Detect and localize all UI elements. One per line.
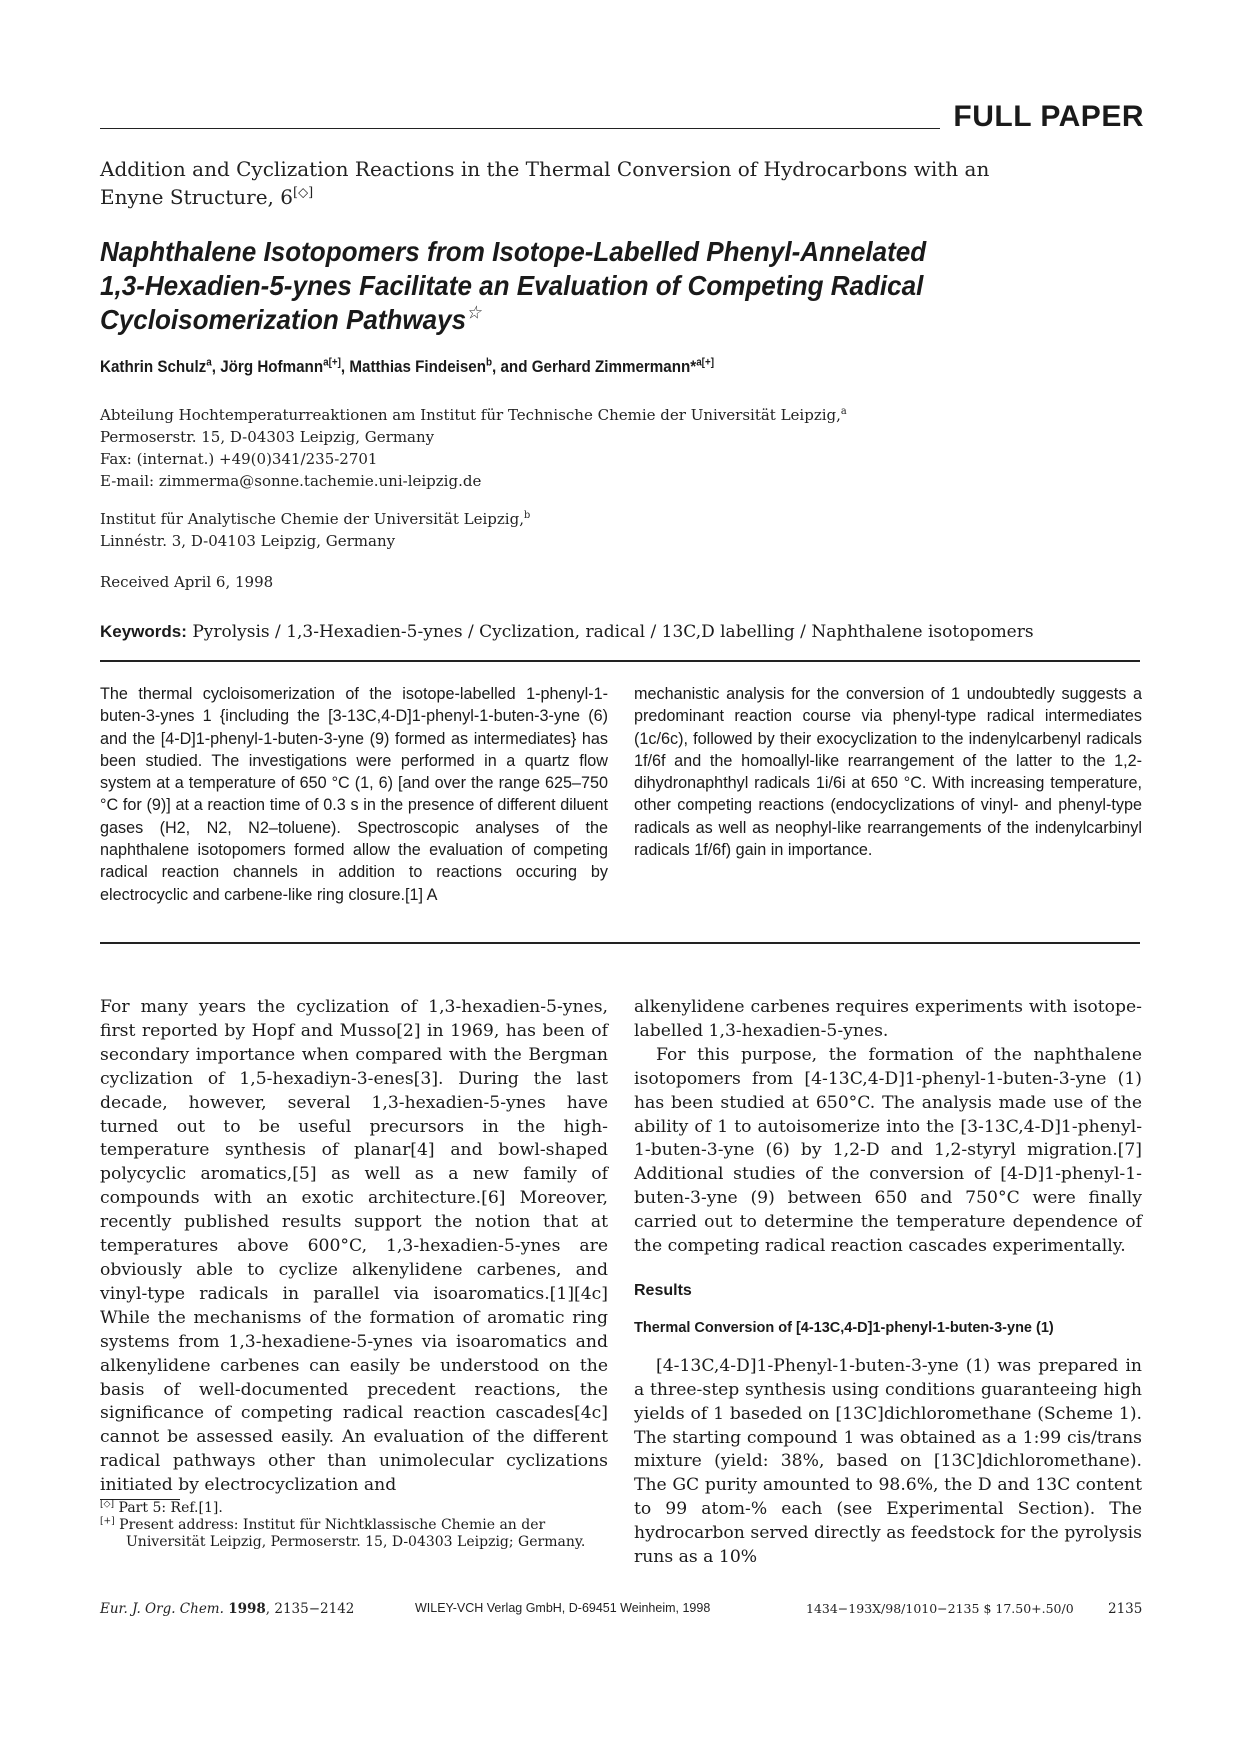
affiliation-b: Institut für Analytische Chemie der Universität Leipzig,$^b$ Linnéstr. 3, D-04103 Leipzig, Germany [100, 510, 531, 550]
author-name: Gerhard Zimmermann* [531, 358, 697, 376]
author-list: Kathrin Schulz$^a$, Jörg Hofmann$^{a[+]}$, Matthias Findeisen$^b$, and Gerhard Zimmermann*$^{a[+]}$ [100, 356, 715, 376]
footer-year: 1998 [228, 1601, 266, 1617]
affiliation-line: Abteilung Hochtemperaturreaktionen am Institut für Technische Chemie der Universität Leipzig, [100, 406, 841, 424]
body-paragraph: alkenylidene carbenes requires experiments with isotope-labelled 1,3-hexadien-5-ynes. [634, 997, 1142, 1041]
paper-title [100, 235, 1030, 337]
section-label: FULL PAPER [953, 100, 1144, 133]
author-affiliation-mark: b [486, 356, 493, 369]
abstract-bottom-rule [100, 942, 1140, 944]
body-paragraph: [4-13C,4-D]1-Phenyl-1-buten-3-yne (1) was prepared in a three-step synthesis using conditions guaranteeing high yields of 1 baseded on [13C]dichloromethane (Scheme 1). The starting compound 1 was obtained as a 1:99 cis/trans mixture (yield: 38%, based on [13C]dichloromethane). The GC purity amounted to 98.6%, the D and 13C content to 99 atom-% each (see Experimental Section). The hydrocarbon served directly as feedstock for the pyrolysis runs as a 10% [634, 1355, 1142, 1568]
subsection-heading: Thermal Conversion of [4-13C,4-D]1-phenyl-1-buten-3-yne (1) [634, 1319, 1054, 1336]
paper-title-line: Cycloisomerization Pathways [100, 304, 467, 335]
author-affiliation-mark: a[+] [696, 356, 715, 369]
footer-citation [100, 1601, 354, 1617]
series-title-mark: [◇] [293, 185, 314, 201]
paper-title-line: 1,3-Hexadien-5-ynes Facilitate an Evaluation of Competing Radical [100, 270, 924, 301]
author-name: Jörg Hofmann [220, 358, 324, 376]
footnote-mark: [+] [100, 1516, 115, 1527]
affiliation-line: Institut für Analytische Chemie der Universität Leipzig, [100, 510, 524, 528]
abstract-right: mechanistic analysis for the conversion of 1 undoubtedly suggests a predominant reaction course via phenyl-type radical intermediates (1c/6c), followed by their exocyclization to the indenylcarbenyl radicals 1f/6f and the homoallyl-like rearrangement of the latter to the 1,2-dihydronaphthyl radicals 1i/6i at 650 °C. With increasing temperature, other competing reactions (endocyclizations of vinyl- and phenyl-type radicals as well as neophyl-like rearrangements of the indenylcarbinyl radicals 1f/6f) gain in importance. [634, 685, 1142, 860]
body-left-column [100, 996, 608, 1498]
title-footnote-mark: ☆ [466, 302, 482, 323]
footer-publisher: WILEY-VCH Verlag GmbH, D-69451 Weinheim, 1998 [415, 1601, 711, 1615]
author-name: Matthias Findeisen [349, 358, 487, 376]
body-right-column [634, 996, 1142, 1570]
paper-title-line: Naphthalene Isotopomers from Isotope-Labelled Phenyl-Annelated [100, 236, 927, 267]
results-heading: Results [634, 1281, 692, 1299]
page-number: 2135 [1108, 1601, 1143, 1617]
footnote-text: Part 5: Ref.[1]. [118, 1500, 223, 1516]
author-name: Kathrin Schulz [100, 358, 207, 376]
header-rule [100, 128, 940, 129]
affiliation-line: Fax: (internat.) +49(0)341/235-2701 [100, 450, 378, 468]
footer-journal: Eur. J. Org. Chem. [100, 1601, 224, 1617]
footnote-text: Present address: Institut für Nichtklassische Chemie an der Universität Leipzig, Permoserstr. 15, D-04303 Leipzig; Germany. [119, 1517, 586, 1550]
footnote-mark: [◇] [100, 1499, 115, 1510]
abstract-left: The thermal cycloisomerization of the isotope-labelled 1-phenyl-1-buten-3-ynes 1 {including the [3-13C,4-D]1-phenyl-1-buten-3-yne (6) and the [4-D]1-phenyl-1-buten-3-yne (9) formed as intermediates} has been studied. The investigations were performed in a quartz flow system at a temperature of 650 °C (1, 6) [and over the range 625–750 °C for (9)] at a reaction time of 0.3 s in the presence of different diluent gases (H2, N2, N2–toluene). Spectroscopic analyses of the naphthalene isotopomers formed allow the evaluation of competing radical reaction channels in addition to reactions occuring by electrocyclic and carbene-like ring closure.[1] A [100, 685, 608, 904]
author-affiliation-mark: a[+] [323, 356, 341, 369]
affiliation-line: Linnéstr. 3, D-04103 Leipzig, Germany [100, 532, 396, 550]
affiliation-a: Abteilung Hochtemperaturreaktionen am Institut für Technische Chemie der Universität Leipzig,$^a$ Permoserstr. 15, D-04303 Leipzig, Germany Fax: (internat.) +49(0)341/235-2701 E-mail: zimmerma@sonne.tachemie.uni-leipzig.de [100, 406, 847, 490]
keywords-label: Keywords: [100, 622, 187, 641]
abstract-top-rule [100, 660, 1140, 662]
footnotes [100, 1500, 608, 1551]
series-title [100, 155, 1000, 211]
email-link[interactable]: E-mail: zimmerma@sonne.tachemie.uni-leipzig.de [100, 472, 482, 490]
body-paragraph: For this purpose, the formation of the naphthalene isotopomers from [4-13C,4-D]1-phenyl-1-buten-3-yne (1) has been studied at 650°C. The analysis made use of the ability of 1 to autoisomerize into the [3-13C,4-D]1-phenyl-1-buten-3-yne (6) by 1,2-D and 1,2-styryl migration.[7] Additional studies of the conversion of [4-D]1-phenyl-1-buten-3-yne (9) between 650 and 750°C were finally carried out to determine the temperature dependence of the competing radical reaction cascades experimentally. [634, 1044, 1142, 1257]
affiliation-line: Permoserstr. 15, D-04303 Leipzig, Germany [100, 428, 435, 446]
author-affiliation-mark: a [206, 356, 212, 369]
series-title-text: Addition and Cyclization Reactions in the Thermal Conversion of Hydrocarbons with an Enyne Structure, 6 [100, 157, 990, 209]
received-date: Received April 6, 1998 [100, 573, 274, 591]
keywords [100, 622, 1150, 642]
keywords-text: Pyrolysis / 1,3-Hexadien-5-ynes / Cyclization, radical / 13C,D labelling / Naphthalene isotopomers [192, 622, 1034, 642]
footer-issn: 1434−193X/98/1010−2135 $ 17.50+.50/0 [806, 1601, 1074, 1616]
body-paragraph: For many years the cyclization of 1,3-hexadien-5-ynes, first reported by Hopf and Musso[2] in 1969, has been of secondary importance when compared with the Bergman cyclization of 1,5-hexadiyn-3-enes[3]. During the last decade, however, several 1,3-hexadien-5-ynes have turned out to be useful precursors in the high-temperature synthesis of planar[4] and bowl-shaped polycyclic aromatics,[5] as well as a new family of compounds with an exotic architecture.[6] Moreover, recently published results support the notion that at temperatures above 600°C, 1,3-hexadien-5-ynes are obviously able to cyclize alkenylidene carbenes, and vinyl-type radicals in parallel via isoaromatics.[1][4c] While the mechanisms of the formation of aromatic ring systems from 1,3-hexadiene-5-ynes via isoaromatics and alkenylidene carbenes can easily be understood on the basis of well-documented precedent reactions, the significance of competing radical reaction cascades[4c] cannot be assessed easily. An evaluation of the different radical pathways other than unimolecular cyclizations initiated by electrocyclization and [100, 997, 608, 1496]
footer-pages: , 2135−2142 [265, 1601, 355, 1617]
